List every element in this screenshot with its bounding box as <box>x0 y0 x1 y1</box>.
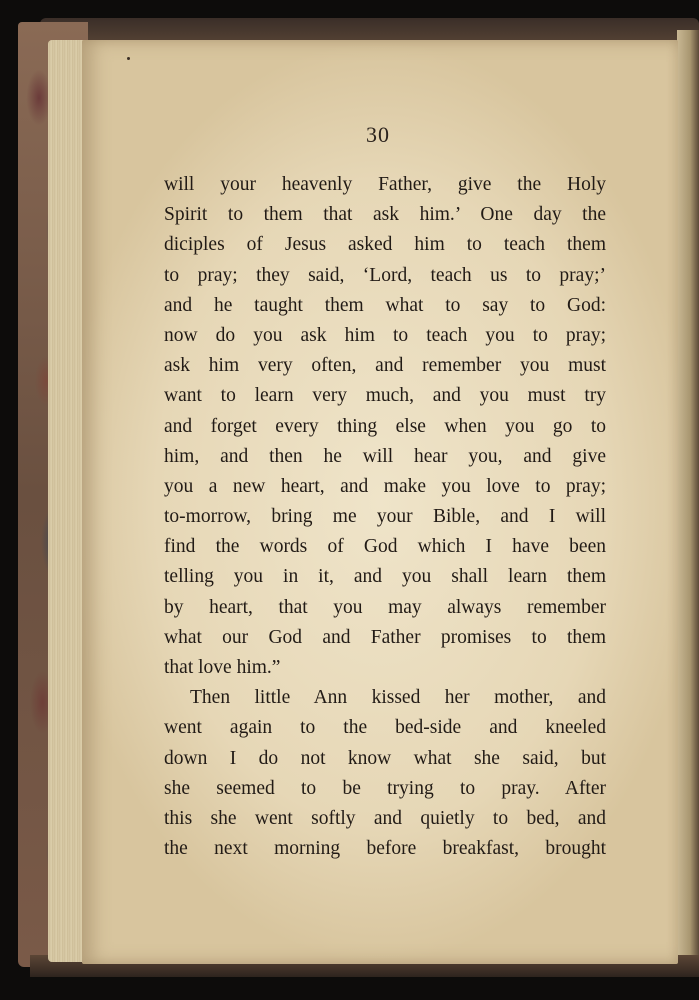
book-page <box>82 40 678 964</box>
text-line: find the words of God which I have been <box>164 536 606 558</box>
text-line: the next morning before breakfast, brought <box>164 838 606 860</box>
text-line: Then little Ann kissed her mother, and <box>190 687 606 709</box>
text-line: you a new heart, and make you love to pray; <box>164 475 606 497</box>
text-line: ask him very often, and remember you must <box>164 355 606 377</box>
text-line: she seemed to be trying to pray. After <box>164 777 606 799</box>
text-line: want to learn very much, and you must try <box>164 385 606 407</box>
text-line: Spirit to them that ask him.’ One day the <box>164 204 606 226</box>
page-text <box>164 170 606 864</box>
text-line: and forget every thing else when you go to <box>164 415 606 437</box>
text-line: him, and then he will hear you, and give <box>164 445 606 467</box>
text-line: to-morrow, bring me your Bible, and I will <box>164 506 606 528</box>
text-line: this she went softly and quietly to bed, and <box>164 807 606 829</box>
ink-speck <box>127 57 130 60</box>
text-line: diciples of Jesus asked him to teach them <box>164 234 606 256</box>
text-line: and he taught them what to say to God: <box>164 294 606 316</box>
text-line: will your heavenly Father, give the Holy <box>164 174 606 195</box>
text-line: by heart, that you may always remember <box>164 596 606 618</box>
text-line: what our God and Father promises to them <box>164 626 606 648</box>
text-line: telling you in it, and you shall learn them <box>164 566 606 588</box>
text-line: that love him.” <box>164 657 281 678</box>
text-line: to pray; they said, ‘Lord, teach us to pray;’ <box>164 264 606 286</box>
text-line: now do you ask him to teach you to pray; <box>164 324 606 346</box>
text-line: down I do not know what she said, but <box>164 747 606 769</box>
page-number: 30 <box>366 122 390 147</box>
text-line: went again to the bed-side and kneeled <box>164 717 606 739</box>
page-block-edge <box>677 30 699 970</box>
